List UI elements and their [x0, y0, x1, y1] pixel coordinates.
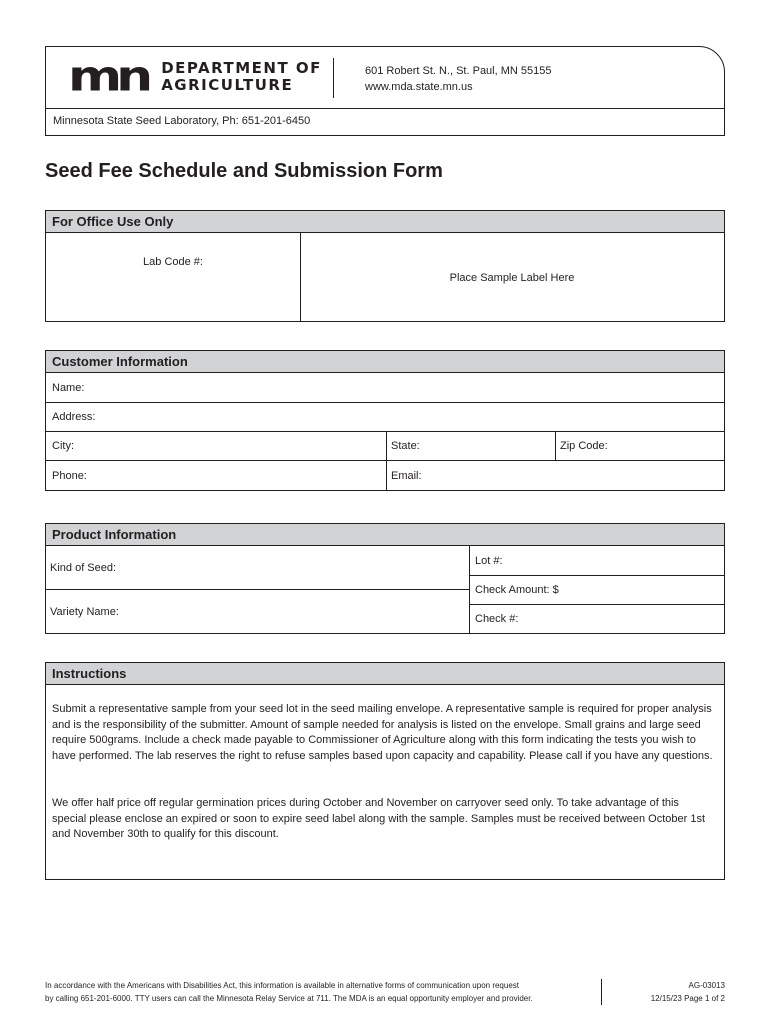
- website-link[interactable]: www.mda.state.mn.us: [365, 81, 473, 93]
- form-info: [651, 979, 725, 1005]
- check-number-field[interactable]: Check #:: [475, 613, 519, 625]
- row-divider: [46, 460, 724, 461]
- lab-code-field[interactable]: Lab Code #:: [143, 256, 203, 268]
- ada-line-2: by calling 651-201-6000. TTY users can call the Minnesota Relay Service at 711. The MDA is an equal opportunity employer and provider.: [45, 994, 533, 1003]
- row-divider: [470, 575, 724, 576]
- kind-of-seed-field[interactable]: Kind of Seed:: [50, 562, 117, 574]
- logo-line-1: DEPARTMENT OF: [161, 59, 322, 77]
- check-amount-field[interactable]: Check Amount: $: [475, 584, 559, 596]
- section-heading: Customer Information: [46, 351, 724, 373]
- row-divider: [46, 589, 470, 590]
- email-field[interactable]: Email:: [391, 470, 422, 482]
- instructions-section: [45, 662, 725, 880]
- lot-number-field[interactable]: Lot #:: [475, 555, 503, 567]
- column-divider: [555, 431, 556, 460]
- logo-line-2: AGRICULTURE: [161, 76, 294, 94]
- letterhead: [45, 46, 725, 136]
- phone-field[interactable]: Phone:: [52, 470, 87, 482]
- mn-logo-mark: mn: [68, 53, 148, 101]
- variety-name-field[interactable]: Variety Name:: [50, 606, 119, 618]
- section-heading: Instructions: [46, 663, 724, 685]
- section-heading: For Office Use Only: [46, 211, 724, 233]
- instructions-paragraph-1: Submit a representative sample from your seed lot in the seed mailing envelope. A representative sample is required for proper analysis and is the responsibility of the submitter. Amount of sample needed for analysis is listed on the envelope. Small grains and large seed require 500grams. Include a check made payable to Commissioner of Agriculture along with this form indicating the tests you wish to have performed. The lab reserves the right to refuse samples based upon capacity and capability. Please call if you have any questions.: [52, 703, 713, 762]
- mda-logo: [68, 53, 322, 101]
- page-title: Seed Fee Schedule and Submission Form: [45, 160, 443, 182]
- ada-line-1: In accordance with the Americans with Disabilities Act, this information is available in alternative forms of communication upon request: [45, 981, 520, 990]
- row-divider: [46, 402, 724, 403]
- form-id: AG-03013: [688, 981, 725, 990]
- footer-divider: [601, 979, 602, 1005]
- department-address: [365, 63, 551, 95]
- logo-divider: [333, 58, 334, 98]
- section-heading: Product Information: [46, 524, 724, 546]
- lab-contact: Minnesota State Seed Laboratory, Ph: 651-201-6450: [53, 115, 311, 127]
- sample-label-area: Place Sample Label Here: [449, 272, 575, 284]
- customer-info-section: [45, 350, 725, 491]
- street-address: 601 Robert St. N., St. Paul, MN 55155: [365, 65, 552, 77]
- city-field[interactable]: City:: [52, 440, 74, 452]
- instructions-paragraph-2: We offer half price off regular germination prices during October and November on carryover seed only. To take advantage of this special please enclose an expired or soon to expire seed label along with the sample. Samples must be received between October 1st and November 30th to qualify for this discount.: [52, 797, 706, 840]
- date-page: 12/15/23 Page 1 of 2: [650, 994, 725, 1003]
- column-divider: [469, 546, 470, 634]
- name-field[interactable]: Name:: [52, 382, 85, 394]
- logo-text: [161, 60, 322, 94]
- zip-code-field[interactable]: Zip Code:: [560, 440, 608, 452]
- address-field[interactable]: Address:: [52, 411, 96, 423]
- office-use-section: [45, 210, 725, 322]
- product-info-section: [45, 523, 725, 634]
- header-divider: [46, 108, 724, 109]
- row-divider: [470, 604, 724, 605]
- row-divider: [46, 431, 724, 432]
- state-field[interactable]: State:: [391, 440, 420, 452]
- ada-statement: [45, 979, 590, 1005]
